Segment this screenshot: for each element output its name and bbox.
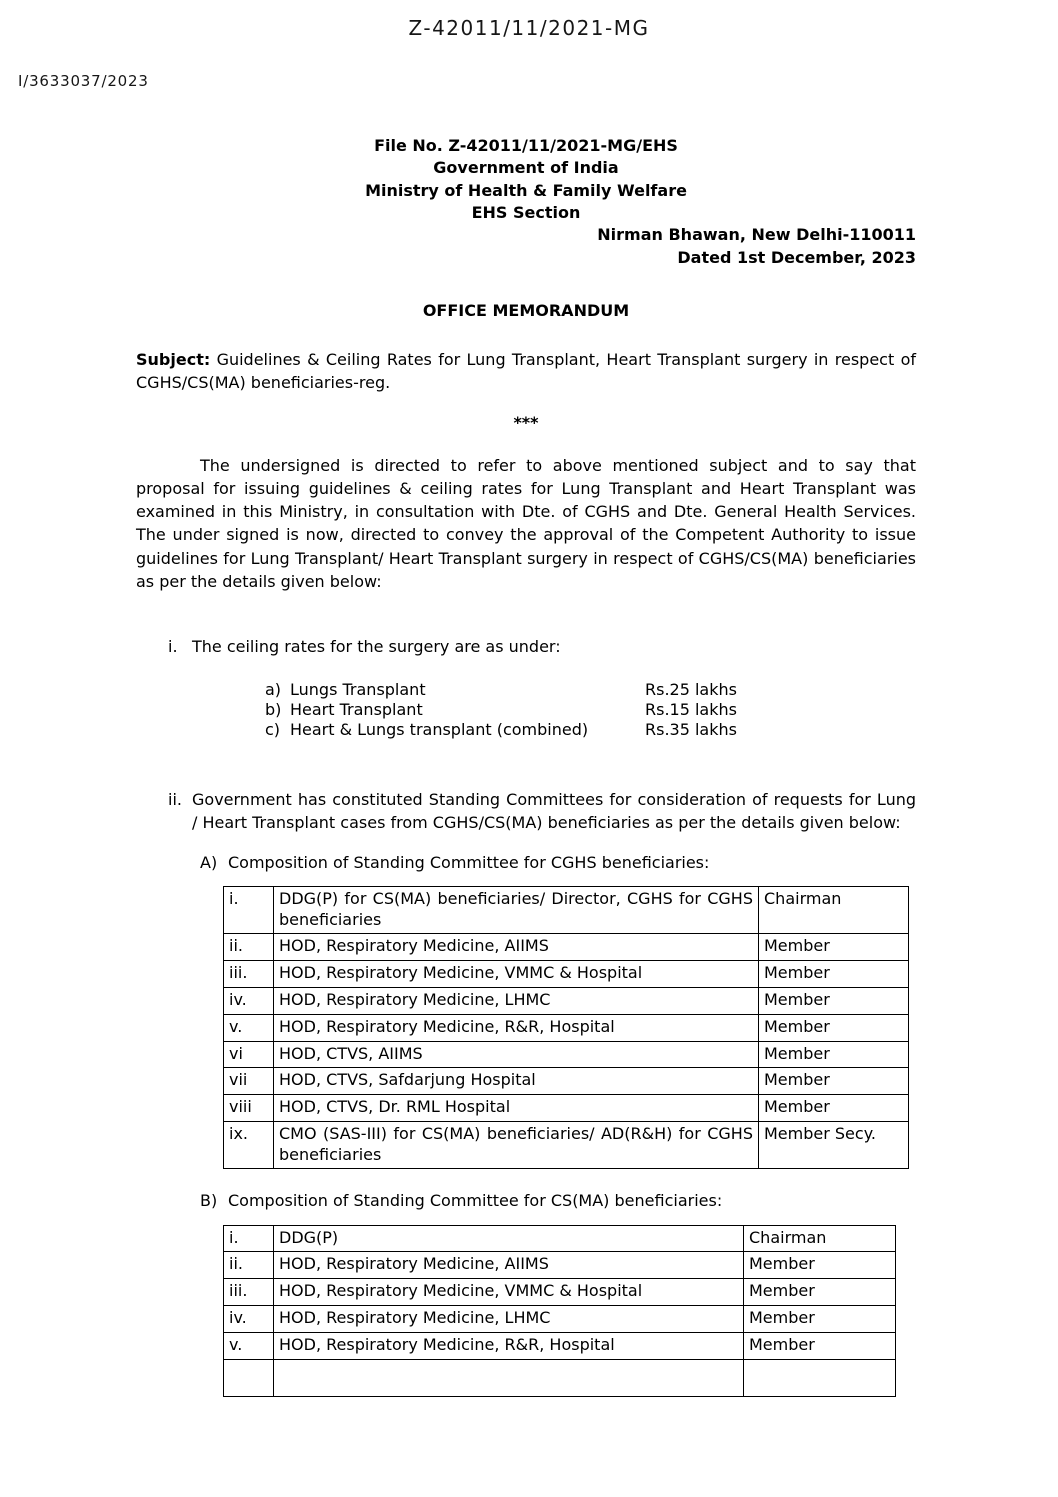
row-member: HOD, CTVS, AIIMS <box>274 1041 759 1068</box>
subject-paragraph <box>136 348 916 394</box>
subject-label: Subject: <box>136 350 211 370</box>
row-role: Member <box>759 961 909 988</box>
committee-b-heading-label: B) <box>200 1191 218 1211</box>
committee-a-heading <box>200 851 916 874</box>
table-row <box>224 1225 896 1252</box>
address-line: Nirman Bhawan, New Delhi-110011 <box>597 225 916 245</box>
table-row <box>224 886 909 934</box>
row-number: v. <box>224 1014 274 1041</box>
table-row <box>224 987 909 1014</box>
row-role <box>744 1359 896 1396</box>
table-row <box>224 1041 909 1068</box>
row-role: Member <box>759 934 909 961</box>
row-member: HOD, Respiratory Medicine, LHMC <box>274 1306 744 1333</box>
point-i-text: The ceiling rates for the surgery are as under: <box>192 636 561 656</box>
row-member: HOD, Respiratory Medicine, AIIMS <box>274 1252 744 1279</box>
row-member: HOD, Respiratory Medicine, R&R, Hospital <box>274 1014 759 1041</box>
rate-label: b) <box>265 700 282 720</box>
committee-a-heading-text: Composition of Standing Committee for CGHS beneficiaries: <box>228 852 710 872</box>
file-id-stamp: I/3633037/2023 <box>18 72 149 90</box>
ministry-line: Ministry of Health & Family Welfare <box>365 180 687 200</box>
government-line: Government of India <box>433 158 619 178</box>
row-number: i. <box>224 1225 274 1252</box>
row-number: v. <box>224 1332 274 1359</box>
table-row <box>224 1332 896 1359</box>
ceiling-rates-list <box>265 680 916 740</box>
row-member: HOD, CTVS, Safdarjung Hospital <box>274 1068 759 1095</box>
row-number: vi <box>224 1041 274 1068</box>
row-number: ix. <box>224 1121 274 1169</box>
row-member: CMO (SAS-III) for CS(MA) beneficiaries/ AD(R&H) for CGHS beneficiaries <box>274 1121 759 1169</box>
row-role: Member <box>744 1306 896 1333</box>
committee-table-cghs <box>223 886 909 1170</box>
date-line: Dated 1st December, 2023 <box>677 247 916 267</box>
point-ii-label: ii. <box>168 790 182 810</box>
rate-value: Rs.35 lakhs <box>645 720 737 740</box>
table-row <box>224 1068 909 1095</box>
rate-row <box>265 680 916 700</box>
table-row <box>224 1252 896 1279</box>
document-content <box>136 135 916 1397</box>
row-member: HOD, Respiratory Medicine, LHMC <box>274 987 759 1014</box>
row-number: iv. <box>224 987 274 1014</box>
rate-value: Rs.15 lakhs <box>645 700 737 720</box>
table-row <box>224 934 909 961</box>
row-member: HOD, Respiratory Medicine, VMMC & Hospital <box>274 961 759 988</box>
row-role: Member <box>744 1279 896 1306</box>
row-member: DDG(P) for CS(MA) beneficiaries/ Director, CGHS for CGHS beneficiaries <box>274 886 759 934</box>
row-number: iii. <box>224 961 274 988</box>
table-row <box>224 1306 896 1333</box>
row-number: iv. <box>224 1306 274 1333</box>
point-i <box>168 635 916 658</box>
table-row <box>224 1279 896 1306</box>
table-row <box>224 1095 909 1122</box>
row-role: Member <box>759 1068 909 1095</box>
row-number: i. <box>224 886 274 934</box>
committee-a-heading-label: A) <box>200 852 218 872</box>
row-number: vii <box>224 1068 274 1095</box>
row-number: iii. <box>224 1279 274 1306</box>
row-role: Member <box>759 1014 909 1041</box>
committee-table-csma <box>223 1225 896 1397</box>
rate-label: c) <box>265 720 281 740</box>
row-number <box>224 1359 274 1396</box>
table-row <box>224 1121 909 1169</box>
row-role: Member <box>744 1252 896 1279</box>
file-number-line: File No. Z-42011/11/2021-MG/EHS <box>374 135 678 155</box>
section-line: EHS Section <box>471 202 581 222</box>
rate-item: Lungs Transplant <box>290 680 426 700</box>
row-member <box>274 1359 744 1396</box>
rate-label: a) <box>265 680 282 700</box>
rate-row <box>265 700 916 720</box>
rate-row <box>265 720 916 740</box>
subject-text: Guidelines & Ceiling Rates for Lung Transplant, Heart Transplant surgery in respect of CGHS/CS(MA) beneficiaries-reg. <box>136 350 916 393</box>
point-ii-text: Government has constituted Standing Committees for consideration of requests for Lung / Heart Transplant cases from CGHS/CS(MA) beneficiaries as per the details given below: <box>192 790 916 833</box>
committee-b-heading <box>200 1189 916 1212</box>
body-paragraph: The undersigned is directed to refer to above mentioned subject and to say that proposal for issuing guidelines & ceiling rates for Lung Transplant and Heart Transplant was examined in this Ministry, in consultation with Dte. of CGHS and Dte. General Health Services. The under signed is now, directed to convey the approval of the Competent Authority to issue guidelines for Lung Transplant/ Heart Transplant surgery in respect of CGHS/CS(MA) beneficiaries as per the details given below: <box>136 455 916 591</box>
letterhead <box>136 135 916 269</box>
row-member: DDG(P) <box>274 1225 744 1252</box>
row-number: viii <box>224 1095 274 1122</box>
memo-title: OFFICE MEMORANDUM <box>422 301 630 321</box>
point-ii <box>168 788 916 834</box>
rate-value: Rs.25 lakhs <box>645 680 737 700</box>
row-role: Member Secy. <box>759 1121 909 1169</box>
table-row <box>224 1014 909 1041</box>
row-number: ii. <box>224 934 274 961</box>
row-role: Chairman <box>744 1225 896 1252</box>
committee-b-heading-text: Composition of Standing Committee for CS(MA) beneficiaries: <box>228 1191 723 1211</box>
top-reference-number: Z-42011/11/2021-MG <box>408 16 650 40</box>
table-row <box>224 1359 896 1396</box>
row-role: Member <box>759 987 909 1014</box>
row-member: HOD, Respiratory Medicine, R&R, Hospital <box>274 1332 744 1359</box>
row-member: HOD, Respiratory Medicine, AIIMS <box>274 934 759 961</box>
row-member: HOD, CTVS, Dr. RML Hospital <box>274 1095 759 1122</box>
row-number: ii. <box>224 1252 274 1279</box>
row-role: Member <box>759 1095 909 1122</box>
row-role: Member <box>759 1041 909 1068</box>
rate-item: Heart Transplant <box>290 700 423 720</box>
asterisk-separator: *** <box>513 412 539 432</box>
row-member: HOD, Respiratory Medicine, VMMC & Hospital <box>274 1279 744 1306</box>
row-role: Member <box>744 1332 896 1359</box>
table-row <box>224 961 909 988</box>
point-i-label: i. <box>168 636 178 656</box>
row-role: Chairman <box>759 886 909 934</box>
rate-item: Heart & Lungs transplant (combined) <box>290 720 589 740</box>
